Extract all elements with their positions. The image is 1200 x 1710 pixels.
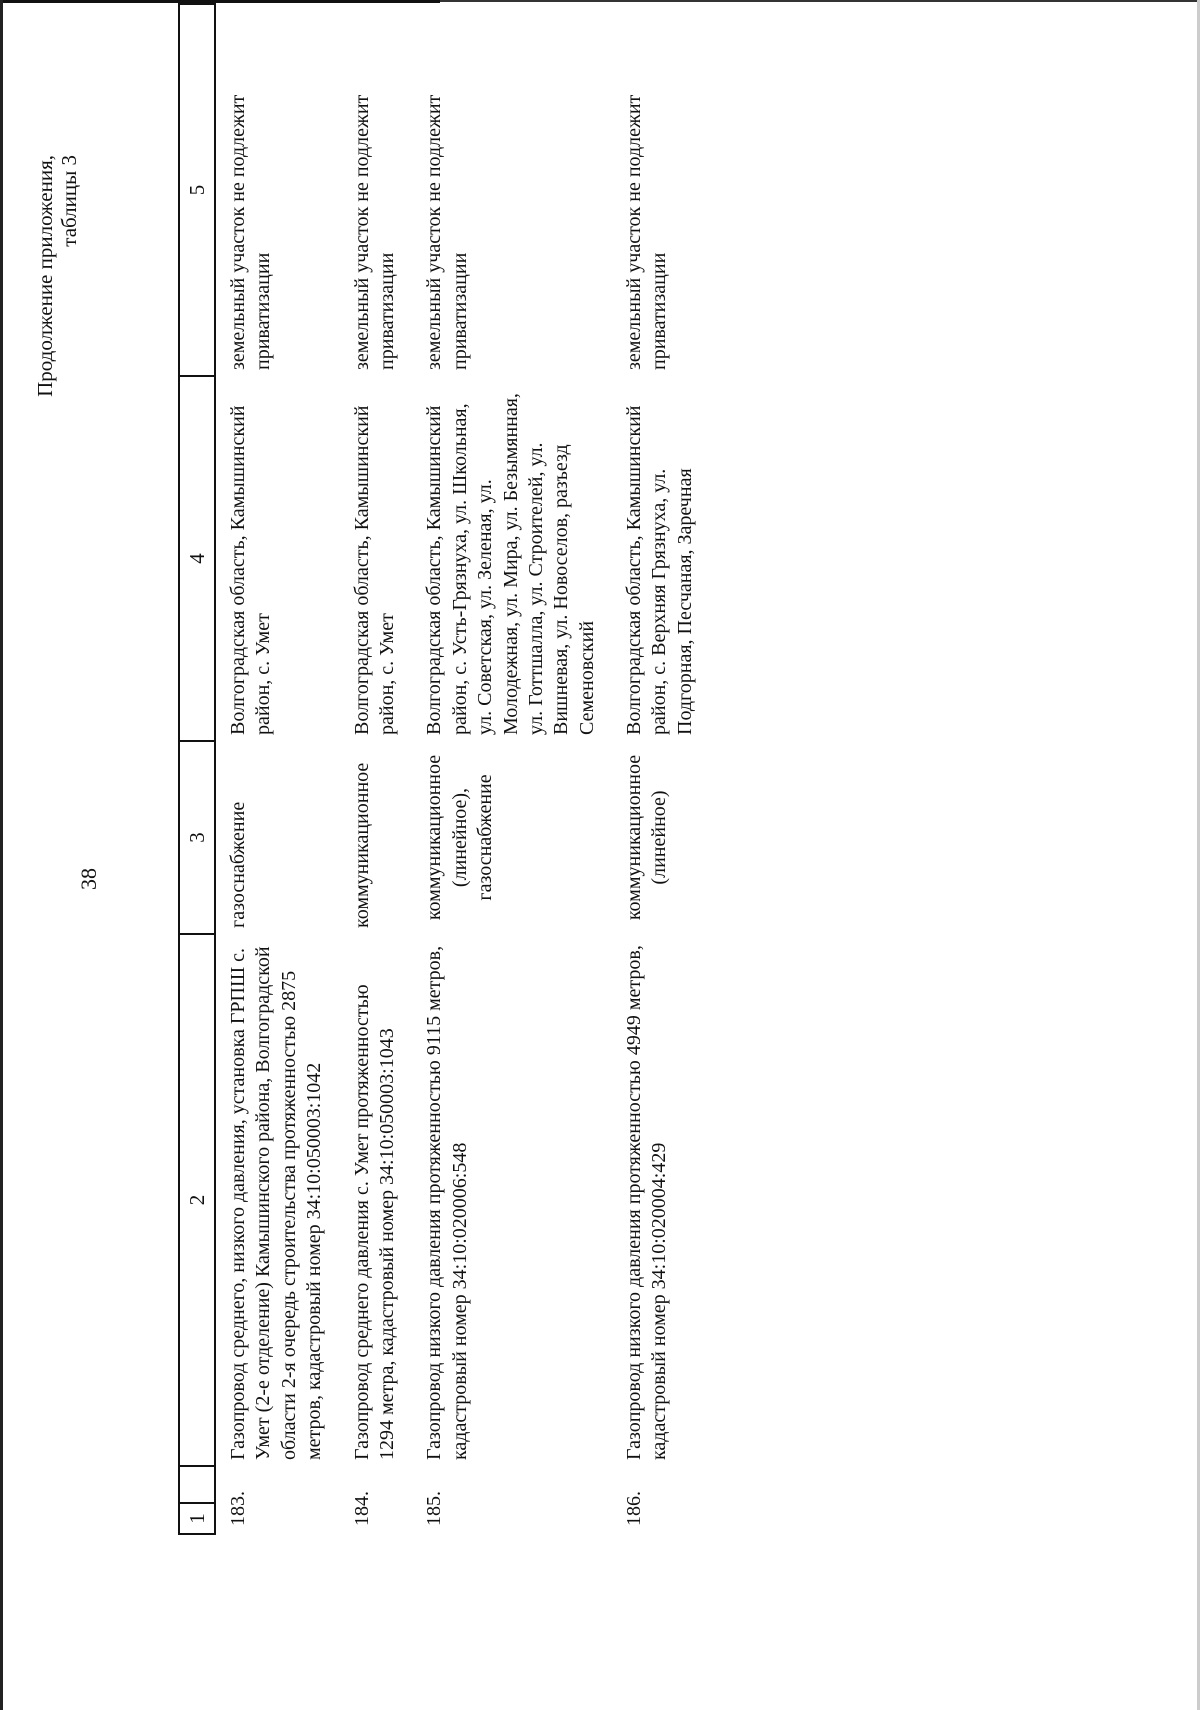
continuation-note [34,155,81,397]
row-number: 186. [623,1491,646,1526]
row-number: 183. [227,1491,249,1526]
continuation-line-1: Продолжение приложения, [33,155,57,397]
header-col-1-spacer [179,1466,215,1503]
header-col-4: 4 [179,376,215,741]
header-row [179,4,215,1534]
continuation-line-2: таблицы 3 [56,155,81,247]
object-address: Волгоградская область, Камышинский район, с. Умет [227,405,275,735]
header-col-3: 3 [179,741,215,934]
object-name: Газопровод среднего, низкого давления, установка ГРПШ с. Умет (2-е отделение) Камышинского района, Волгоградской области 2-я очередь строительства протяженностью 2875 метров, кадастровый номер 34:10:050003:1042 [227,946,326,1460]
object-purpose: коммуникационное (линейное), газоснабжение [423,754,497,921]
object-address: Волгоградская область, Камышинский район, с. Верхняя Грязнуха, ул. Подгорная, Песчаная, Заречная [623,405,696,735]
page-number: 38 [76,868,101,890]
object-name: Газопровод низкого давления протяженностью 9115 метров, кадастровый номер 34:10:020006:548 [423,945,471,1460]
header-col-5: 5 [179,4,215,376]
header-col-2: 2 [179,934,215,1466]
table-row [412,4,612,1534]
table-row [215,4,340,1534]
row-number: 185. [423,1491,446,1526]
header-col-1: 1 [179,1503,215,1534]
table-row [340,4,413,1534]
object-address: Волгоградская область, Камышинский район, с. Усть-Грязнуха, ул. Школьная, ул. Советская, ул. Зеленая, ул. Молодежная, ул. Мира, ул. Безымянная, ул. Готтшалла, ул. Строителей, ул. Вишневая, ул. Новоселов, разъезд Семеновский [423,393,598,735]
object-address: Волгоградская область, Камышинский район, с. Умет [350,405,398,735]
object-name: Газопровод низкого давления протяженностью 4949 метров, кадастровый номер 34:10:020004:429 [623,945,671,1460]
object-purpose: коммуникационное (линейное) [623,754,671,921]
object-name: Газопровод среднего давления с. Умет протяженностью 1294 метра, кадастровый номер 34:10:050003:1043 [350,984,398,1460]
table-row [612,4,710,1534]
object-purpose: коммуникационное [350,762,373,928]
object-note: земельный участок не подлежит приватизации [623,94,671,370]
object-purpose: газоснабжение [227,801,249,928]
object-note: земельный участок не подлежит приватизации [423,94,471,370]
property-table [178,3,710,1535]
object-note: земельный участок не подлежит приватизации [350,94,398,370]
object-note: земельный участок не подлежит приватизации [227,94,275,370]
row-number: 184. [350,1491,373,1526]
